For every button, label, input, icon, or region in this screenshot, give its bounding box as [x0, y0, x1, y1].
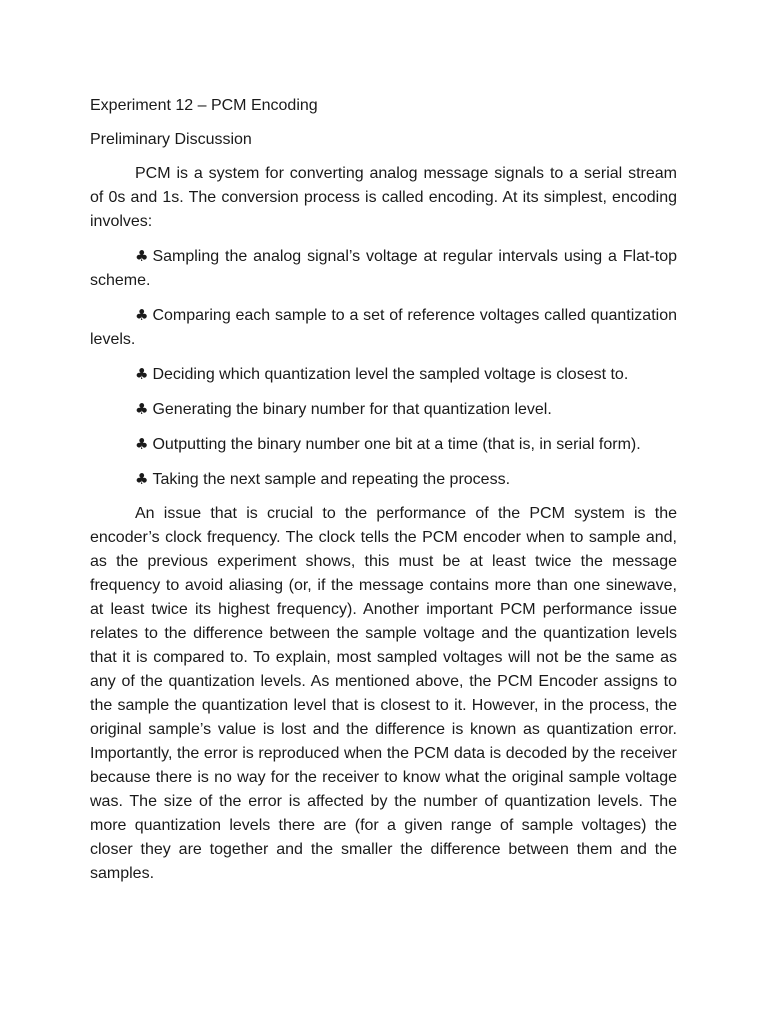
list-item: [90, 432, 677, 457]
club-bullet-icon: ♣: [135, 435, 149, 453]
list-item-text: Generating the binary number for that quantization level.: [152, 401, 552, 418]
list-item-text: Deciding which quantization level the sampled voltage is closest to.: [152, 366, 629, 383]
intro-paragraph: PCM is a system for converting analog message signals to a serial stream of 0s and 1s. The conversion process is called encoding. At its simplest, encoding involves:: [90, 165, 677, 230]
list-item: [90, 244, 677, 293]
body-paragraph: An issue that is crucial to the performance of the PCM system is the encoder’s clock frequency. The clock tells the PCM encoder when to sample and, as the previous experiment shows, this must be at least twice the message frequency to avoid aliasing (or, if the message contains more than one sinewave, at least twice its highest frequency). Another important PCM performance issue relates to the difference between the sample voltage and the quantization levels that it is compared to. To explain, most sampled voltages will not be the same as any of the quantization levels. As mentioned above, the PCM Encoder assigns to the sample the quantization level that is closest to it. However, in the process, the original sample’s value is lost and the difference is known as quantization error. Importantly, the error is reproduced when the PCM data is decoded by the receiver because there is no way for the receiver to know what the original sample voltage was. The size of the error is affected by the number of quantization levels. The more quantization levels there are (for a given range of sample voltages) the closer they are together and the smaller the difference between them and the samples.: [90, 505, 677, 882]
list-item: [90, 362, 677, 387]
club-bullet-icon: ♣: [135, 365, 149, 383]
document-page: [90, 94, 677, 896]
list-item-text: Sampling the analog signal’s voltage at regular intervals using a Flat-top scheme.: [90, 248, 677, 289]
club-bullet-icon: ♣: [135, 247, 149, 265]
list-item-text: Comparing each sample to a set of reference voltages called quantization levels.: [90, 307, 677, 348]
club-bullet-icon: ♣: [135, 470, 149, 488]
section-heading: Preliminary Discussion: [90, 131, 252, 148]
club-bullet-icon: ♣: [135, 400, 149, 418]
list-item: [90, 467, 677, 492]
list-item: [90, 397, 677, 422]
document-title: Experiment 12 – PCM Encoding: [90, 97, 318, 114]
list-item: [90, 303, 677, 352]
list-item-text: Outputting the binary number one bit at a time (that is, in serial form).: [152, 436, 641, 453]
list-item-text: Taking the next sample and repeating the process.: [152, 471, 511, 488]
club-bullet-icon: ♣: [135, 306, 149, 324]
